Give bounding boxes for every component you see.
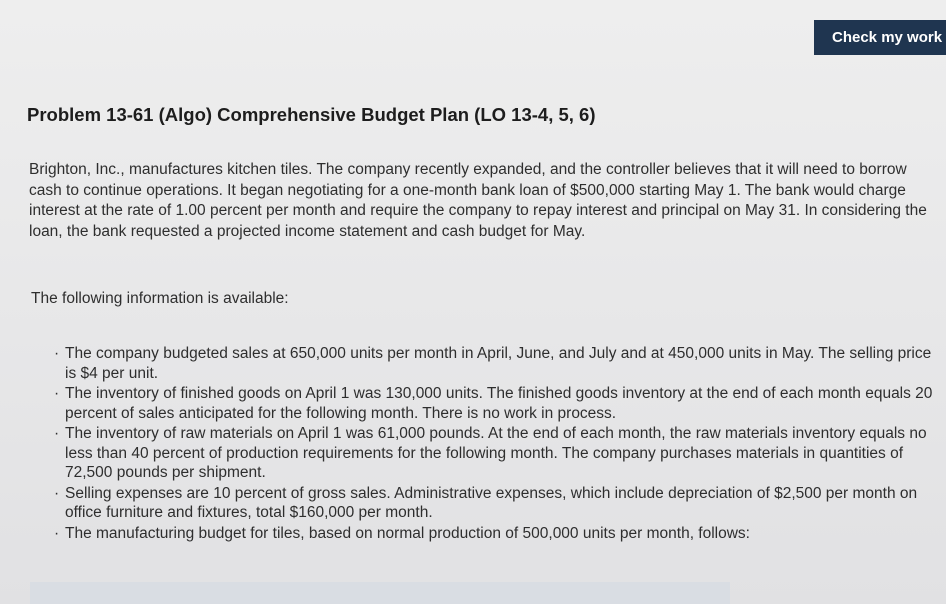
bullet-dot-icon: · bbox=[54, 345, 60, 362]
list-item bbox=[54, 424, 945, 483]
bullet-text: Selling expenses are 10 percent of gross sales. Administrative expenses, which include depreciation of $2,500 per month on office furniture and fixtures, total $160,000 per month. bbox=[65, 484, 918, 521]
info-bullet-list bbox=[54, 344, 945, 544]
bullet-text: The inventory of raw materials on April 1 was 61,000 pounds. At the end of each month, the raw materials inventory equals no less than 40 percent of production requirements for the following month. The company purchases materials in quantities of 72,500 pounds per shipment. bbox=[65, 425, 927, 481]
list-item bbox=[54, 484, 945, 523]
bullet-dot-icon: · bbox=[54, 524, 60, 542]
bullet-text: The company budgeted sales at 650,000 units per month in April, June, and July and at 450,000 units in May. The selling price is $4 per unit. bbox=[65, 345, 932, 382]
bullet-dot-icon: · bbox=[54, 385, 60, 402]
available-info-label: The following information is available: bbox=[31, 290, 289, 307]
problem-intro: Brighton, Inc., manufactures kitchen tiles. The company recently expanded, and the controller believes that it will need to borrow cash to continue operations. It began negotiating for a one-month bank loan of $500,000 starting May 1. The bank would charge interest at the rate of 1.00 percent per month and require the company to repay interest and principal on May 31. In considering the loan, the bank requested a projected income statement and cash budget for May. bbox=[29, 161, 927, 240]
bullet-text: The inventory of finished goods on April 1 was 130,000 units. The finished goods inventory at the end of each month equals 20 percent of sales anticipated for the following month. There is no work in process. bbox=[65, 385, 933, 422]
bullet-dot-icon: · bbox=[54, 425, 60, 442]
list-item bbox=[54, 524, 945, 544]
bullet-text: The manufacturing budget for tiles, based on normal production of 500,000 units per month, follows: bbox=[65, 524, 750, 542]
problem-title: Problem 13-61 (Algo) Comprehensive Budget Plan (LO 13-4, 5, 6) bbox=[27, 104, 596, 125]
bullet-dot-icon: · bbox=[54, 484, 60, 502]
check-my-work-button[interactable]: Check my work bbox=[814, 20, 946, 55]
list-item bbox=[54, 344, 945, 383]
table-header-strip bbox=[30, 582, 730, 604]
list-item bbox=[54, 384, 945, 423]
